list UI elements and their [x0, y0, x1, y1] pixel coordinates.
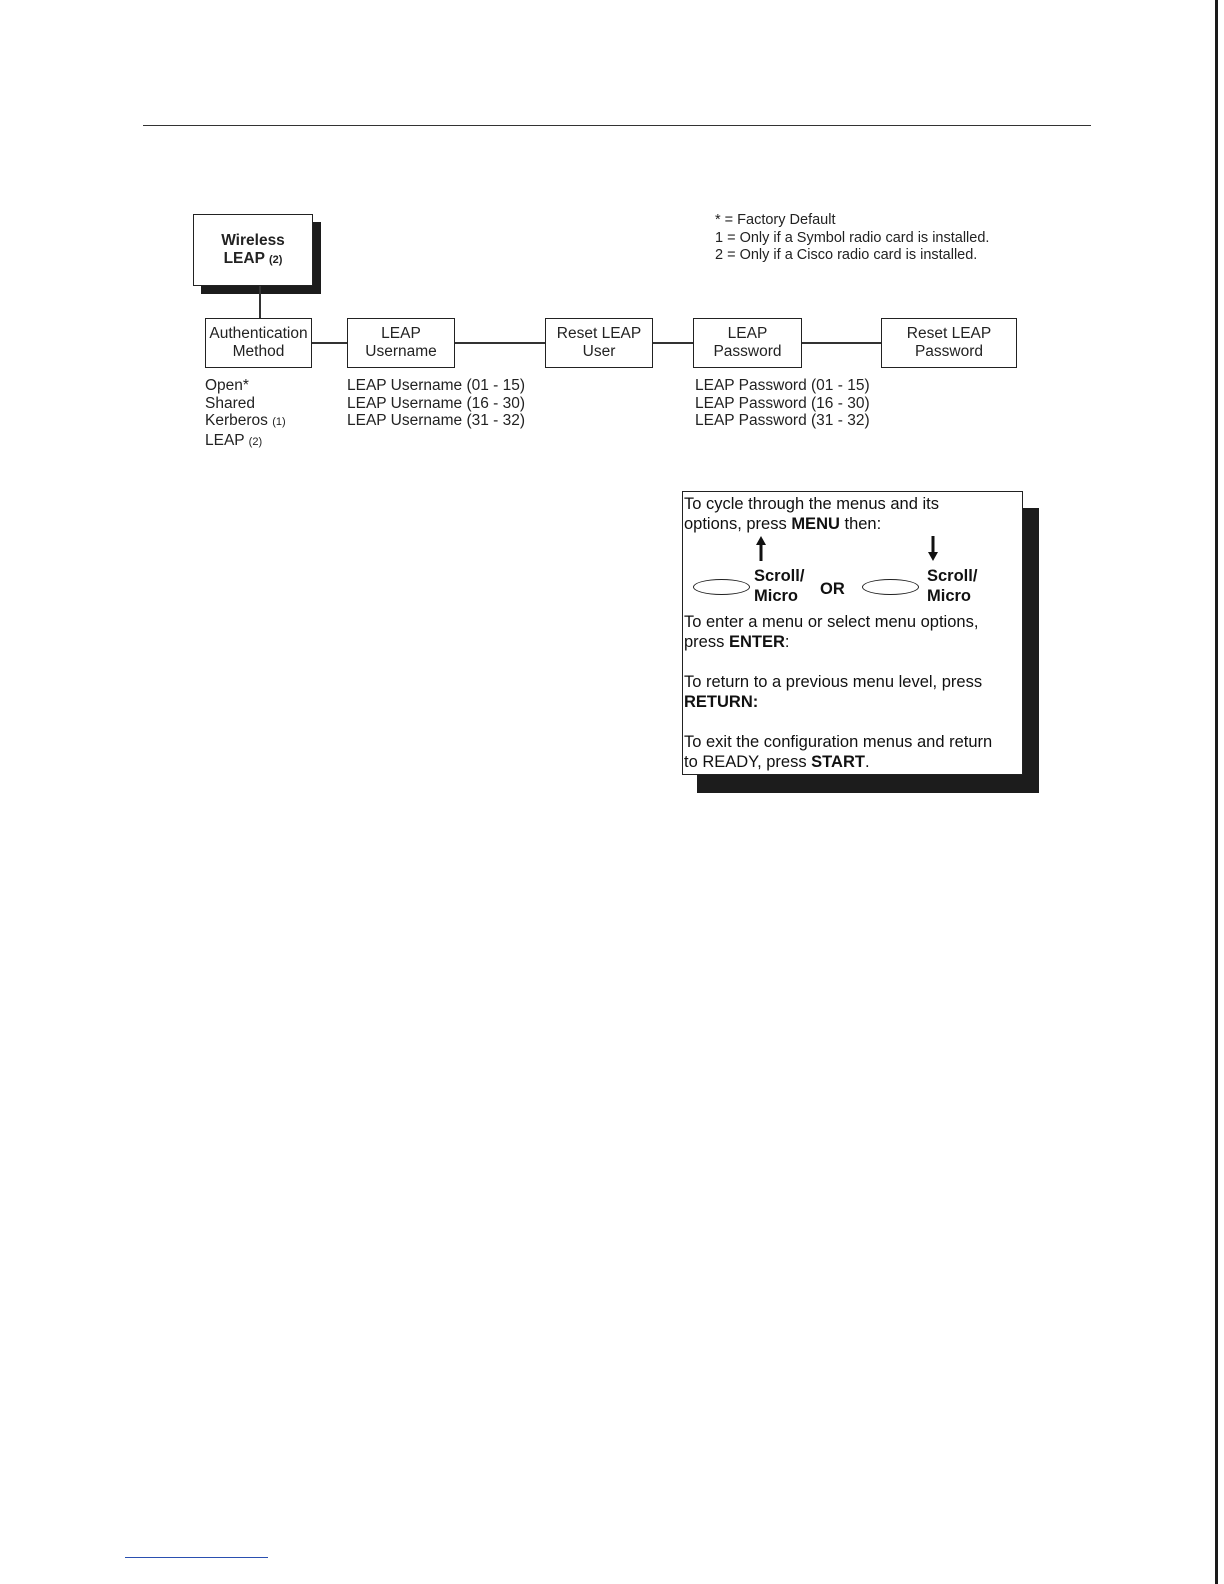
scroll-up-label: Scroll/ Micro	[754, 567, 805, 605]
option-item: Shared	[205, 394, 255, 412]
option-item: LEAP (2)	[205, 431, 263, 449]
legend	[715, 212, 989, 265]
option-item: Kerberos (1)	[205, 412, 286, 430]
menu-label-line2: Password	[713, 343, 782, 360]
leap-username-box	[347, 318, 455, 368]
header-rule	[143, 125, 1091, 126]
legend-line: * = Factory Default	[715, 212, 836, 228]
auth-options-list	[205, 377, 286, 451]
connector-2	[455, 342, 546, 344]
username-options-list	[347, 377, 525, 430]
root-title: Wireless	[221, 231, 285, 249]
scroll-up-key-icon	[693, 579, 750, 595]
arrow-up-icon	[755, 536, 767, 562]
option-item: LEAP Password (16 - 30)	[695, 394, 870, 412]
password-options-list	[695, 377, 870, 430]
authentication-method-box	[205, 318, 312, 368]
help-return-line1: To return to a previous menu level, press	[684, 673, 983, 691]
menu-label-line2: Method	[232, 343, 285, 360]
scroll-down-label: Scroll/ Micro	[927, 567, 978, 605]
scroll-down-key-icon	[862, 579, 919, 595]
connector-1	[312, 342, 348, 344]
menu-label-line2: User	[582, 343, 616, 360]
legend-line: 2 = Only if a Cisco radio card is installed.	[715, 247, 978, 263]
menu-label-line1: LEAP	[727, 325, 768, 342]
reset-leap-password-box	[881, 318, 1017, 368]
menu-label-line2: Password	[914, 343, 984, 360]
root-connector	[259, 286, 261, 319]
menu-label-line1: Reset LEAP	[906, 325, 992, 342]
help-enter-line1: To enter a menu or select menu options,	[684, 613, 979, 631]
navigation-help-box	[682, 491, 1023, 775]
footer-link-underline	[125, 1557, 268, 1558]
wireless-leap-menu-box	[193, 214, 313, 286]
page-edge-bar	[1215, 0, 1218, 1584]
option-item: Open*	[205, 377, 249, 394]
help-exit-line1: To exit the configuration menus and return	[684, 733, 993, 751]
leap-password-box	[693, 318, 802, 368]
connector-4	[802, 342, 882, 344]
reset-leap-user-box	[545, 318, 653, 368]
connector-3	[653, 342, 694, 344]
help-cycle-line2: options, press MENU then:	[684, 515, 882, 533]
help-exit-line2: to READY, press START.	[684, 753, 870, 771]
or-label: OR	[820, 580, 845, 598]
help-cycle-line1: To cycle through the menus and its	[684, 495, 939, 513]
arrow-down-icon	[927, 536, 939, 562]
help-enter-line2: press ENTER:	[684, 633, 790, 651]
option-item: LEAP Password (01 - 15)	[695, 377, 870, 394]
menu-label-line1: Authentication	[209, 325, 308, 342]
option-item: LEAP Username (31 - 32)	[347, 412, 526, 430]
option-item: LEAP Username (16 - 30)	[347, 394, 526, 412]
option-item: LEAP Password (31 - 32)	[695, 412, 870, 430]
menu-label-line2: Username	[365, 343, 437, 360]
root-title-line2: LEAP (2)	[223, 249, 283, 267]
root-note: (2)	[268, 253, 283, 266]
menu-label-line1: Reset LEAP	[556, 325, 642, 342]
help-return-line2: RETURN:	[684, 693, 759, 711]
option-item: LEAP Username (01 - 15)	[347, 377, 526, 394]
legend-line: 1 = Only if a Symbol radio card is installed.	[715, 229, 990, 246]
menu-label-line1: LEAP	[381, 325, 421, 342]
